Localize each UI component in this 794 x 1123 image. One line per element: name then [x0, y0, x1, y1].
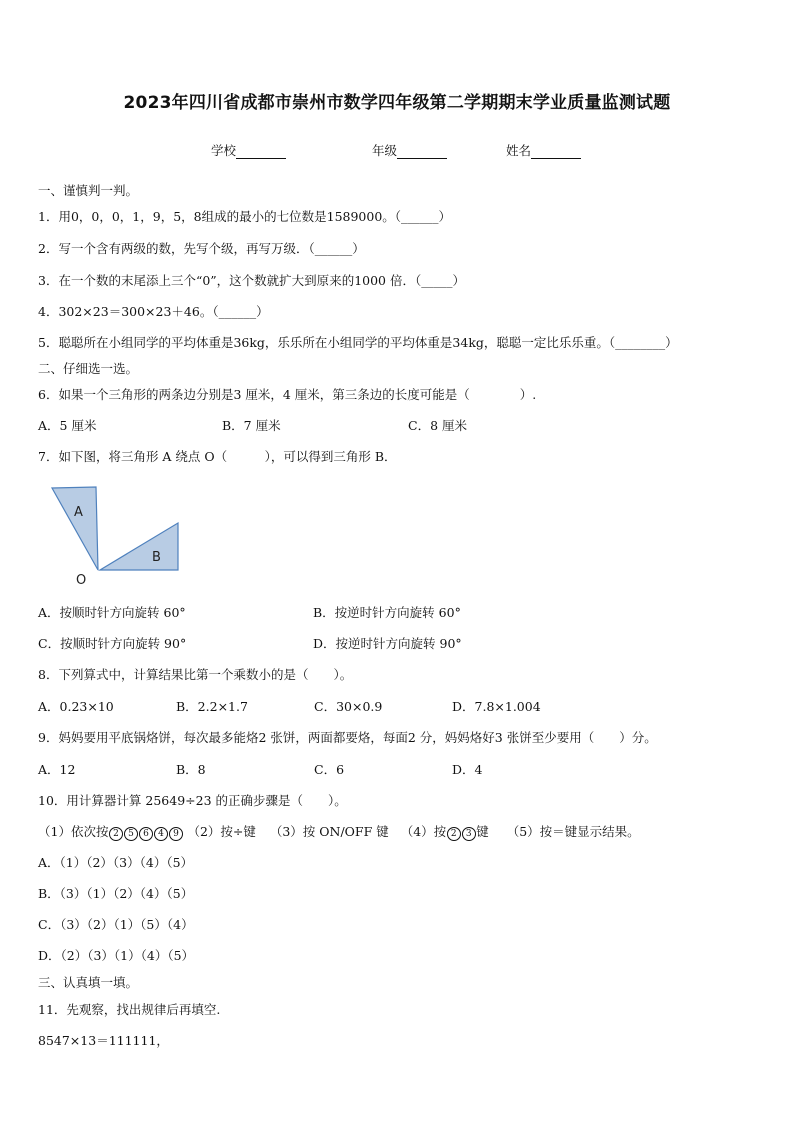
question-10-stem: 10．用计算器计算 25649÷23 的正确步骤是（ ）。: [38, 793, 347, 808]
q9-option-d[interactable]: D．4: [452, 762, 483, 777]
q10-step4-suffix: 键: [476, 824, 489, 839]
question-9-stem: 9．妈妈要用平底锅烙饼，每次最多能烙2 张饼，两面都要烙，每面2 分，妈妈烙好3 张饼至少要用（ ）分。: [38, 730, 657, 745]
q10-step1-label: （1）依次按: [38, 824, 109, 839]
name-blank[interactable]: [531, 144, 581, 159]
q9-option-b[interactable]: B．8: [176, 762, 206, 777]
key-2: 2: [109, 827, 123, 841]
q8-option-d[interactable]: D．7.8×1.004: [452, 699, 541, 714]
key-4: 4: [154, 827, 168, 841]
q10-step2: （2）按÷键: [187, 824, 256, 839]
q10-option-d[interactable]: D．（2）（3）（1）（4）（5）: [38, 948, 195, 963]
q9-option-a[interactable]: A．12: [38, 762, 76, 777]
q10-option-a[interactable]: A．（1）（2）（3）（4）（5）: [38, 855, 194, 870]
rotation-figure: [40, 480, 190, 590]
q10-option-b[interactable]: B．（3）（1）（2）（4）（5）: [38, 886, 194, 901]
name-field: [506, 141, 581, 159]
grade-blank[interactable]: [397, 144, 447, 159]
name-label: 姓名: [506, 143, 532, 158]
q6-option-a[interactable]: A．5 厘米: [38, 418, 97, 433]
question-11-stem: 11．先观察，找出规律后再填空.: [38, 1002, 221, 1017]
q8-option-b[interactable]: B．2.2×1.7: [176, 699, 248, 714]
question-8-stem: 8．下列算式中，计算结果比第一个乘数小的是（ ）。: [38, 667, 353, 682]
key-5: 5: [124, 827, 138, 841]
grade-label: 年级: [372, 143, 398, 158]
q10-step4-label: （4）按: [400, 824, 447, 839]
section-heading-1: 一、谨慎判一判。: [38, 183, 139, 198]
label-b: B: [152, 550, 161, 565]
q7-option-b[interactable]: B．按逆时针方向旋转 60°: [313, 605, 461, 620]
q8-option-a[interactable]: A．0.23×10: [38, 699, 114, 714]
q6-option-c[interactable]: C．8 厘米: [408, 418, 467, 433]
label-a: A: [74, 505, 83, 520]
q10-step5: （5）按＝键显示结果。: [506, 824, 640, 839]
section-heading-2: 二、仔细选一选。: [38, 361, 139, 376]
triangle-b: [100, 523, 178, 570]
key-3: 3: [462, 827, 476, 841]
key-2b: 2: [447, 827, 461, 841]
q10-steps: [38, 822, 640, 841]
question-7-stem: 7．如下图，将三角形 A 绕点 O（ ），可以得到三角形 B．: [38, 449, 397, 464]
q7-option-c[interactable]: C．按顺时针方向旋转 90°: [38, 636, 187, 651]
q6-option-b[interactable]: B．7 厘米: [222, 418, 281, 433]
key-6: 6: [139, 827, 153, 841]
q9-option-c[interactable]: C．6: [314, 762, 345, 777]
grade-field: [372, 141, 447, 159]
school-blank[interactable]: [236, 144, 286, 159]
school-field: [211, 141, 286, 159]
q10-step3: （3）按 ON/OFF 键: [269, 824, 389, 839]
question-6-stem: 6．如果一个三角形的两条边分别是3 厘米，4 厘米，第三条边的长度可能是（ ）.: [38, 387, 537, 402]
question-3: 3．在一个数的末尾添上三个“0”，这个数就扩大到原来的1000 倍．（_____）: [38, 273, 465, 288]
q11-line-1: 8547×13＝111111，: [38, 1033, 169, 1048]
q7-option-d[interactable]: D．按逆时针方向旋转 90°: [313, 636, 462, 651]
q10-option-c[interactable]: C．（3）（2）（1）（5）（4）: [38, 917, 194, 932]
triangle-a: [52, 487, 98, 570]
question-4: 4．302×23＝300×23＋46。（______）: [38, 304, 269, 319]
label-o: O: [76, 573, 87, 588]
question-1: 1．用0，0，0，1，9，5，8组成的最小的七位数是1589000。（______）: [38, 209, 452, 224]
question-5: 5．聪聪所在小组同学的平均体重是36kg，乐乐所在小组同学的平均体重是34kg，聪聪一定比乐乐重。（________）: [38, 335, 678, 350]
key-9: 9: [169, 827, 183, 841]
question-2: 2．写一个含有两级的数，先写个级，再写万级．（______）: [38, 241, 365, 256]
page-title: 2023年四川省成都市崇州市数学四年级第二学期期末学业质量监测试题: [123, 93, 671, 113]
section-heading-3: 三、认真填一填。: [38, 975, 139, 990]
q8-option-c[interactable]: C．30×0.9: [314, 699, 383, 714]
q7-option-a[interactable]: A．按顺时针方向旋转 60°: [38, 605, 186, 620]
school-label: 学校: [211, 143, 237, 158]
